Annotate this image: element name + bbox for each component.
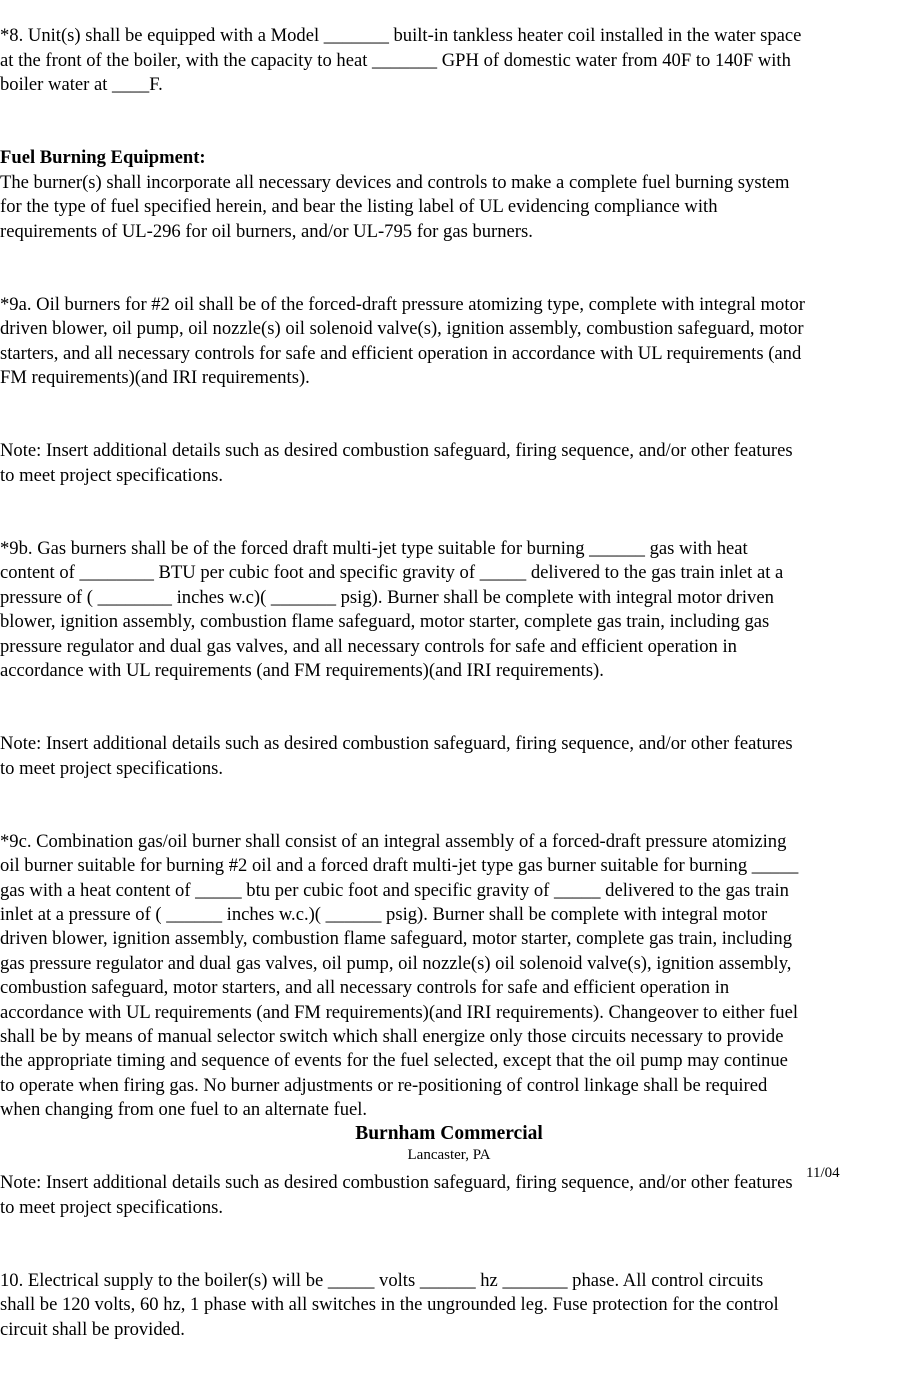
item-9c-paragraph: *9c. Combination gas/oil burner shall consist of an integral assembly of a forced-draft pressure atomizing oil burner suitable for burning #2 oil and a forced draft multi-jet type gas burner suitable for burning _____ gas with a heat content of _____ btu per cubic foot and specific gravity of _____ delivered to the gas train inlet at a pressure of ( ______ inches w.c.)( ______ psig). Burner shall be complete with integral motor driven blower, ignition assembly, combustion flame safeguard, motor starter, complete gas train, including gas pressure regulator and dual gas valves, oil pump, oil nozzle(s) oil solenoid valve(s), ignition assembly, combustion safeguard, motor starters, and all necessary controls for safe and efficient operation in accordance with UL requirements (and FM requirements)(and IRI requirements). Changeover to either fuel shall be by means of manual selector switch which shall energize only those circuits necessary to provide the appropriate timing and sequence of events for the fuel selected, except that the oil pump may continue to operate when firing gas. No burner adjustments or re-positioning of control linkage shall be required when changing from one fuel to an alternate fuel. bbox=[0, 830, 799, 1121]
note-paragraph-3: Note: Insert additional details such as desired combustion safeguard, firing sequence, and/or other features to meet project specifications. bbox=[0, 1172, 793, 1218]
item-8-paragraph: *8. Unit(s) shall be equipped with a Model _______ built-in tankless heater coil installed in the water space at the front of the boiler, with the capacity to heat _______ GPH of domestic water from 40F to 140F with boiler water at ____F. bbox=[0, 25, 802, 96]
fuel-burning-heading: Fuel Burning Equipment: bbox=[0, 147, 206, 169]
note-paragraph-2: Note: Insert additional details such as desired combustion safeguard, firing sequence, and/or other features to meet project specifications. bbox=[0, 733, 793, 779]
item-10-paragraph: 10. Electrical supply to the boiler(s) will be _____ volts ______ hz _______ phase. All control circuits shall be 120 volts, 60 hz, 1 phase with all switches in the ungrounded leg. Fuse protection for the control circuit shall be provided. bbox=[0, 1270, 779, 1340]
footer-date: 11/04 bbox=[806, 1165, 840, 1181]
item-9a-paragraph: *9a. Oil burners for #2 oil shall be of the forced-draft pressure atomizing type, complete with integral motor driven blower, oil pump, oil nozzle(s) oil solenoid valve(s), ignition assembly, combustion safeguard, motor starters, and all necessary controls for safe and efficient operation in accordance with UL requirements (and FM requirements)(and IRI requirements). bbox=[0, 293, 805, 389]
fuel-burning-section bbox=[0, 146, 898, 244]
footer-location: Lancaster, PA bbox=[407, 1147, 491, 1163]
item-9b-paragraph: *9b. Gas burners shall be of the forced draft multi-jet type suitable for burning ______ gas with heat content of ________ BTU per cubic foot and specific gravity of _____ delivered to the gas train inlet at a pressure of ( ________ inches w.c)( _______ psig). Burner shall be complete with integral motor driven blower, ignition assembly, combustion flame safeguard, motor starter, complete gas train, including gas pressure regulator and dual gas valves, and all necessary controls for safe and efficient operation in accordance with UL requirements (and FM requirements)(and IRI requirements). bbox=[0, 537, 784, 681]
fuel-burning-text: The burner(s) shall incorporate all necessary devices and controls to make a complete fuel burning system for the type of fuel specified herein, and bear the listing label of UL evidencing compliance with requirements of UL-296 for oil burners, and/or UL-795 for gas burners. bbox=[0, 171, 790, 242]
note-paragraph-1: Note: Insert additional details such as desired combustion safeguard, firing sequence, and/or other features to meet project specifications. bbox=[0, 440, 793, 486]
footer-company: Burnham Commercial bbox=[355, 1123, 543, 1144]
